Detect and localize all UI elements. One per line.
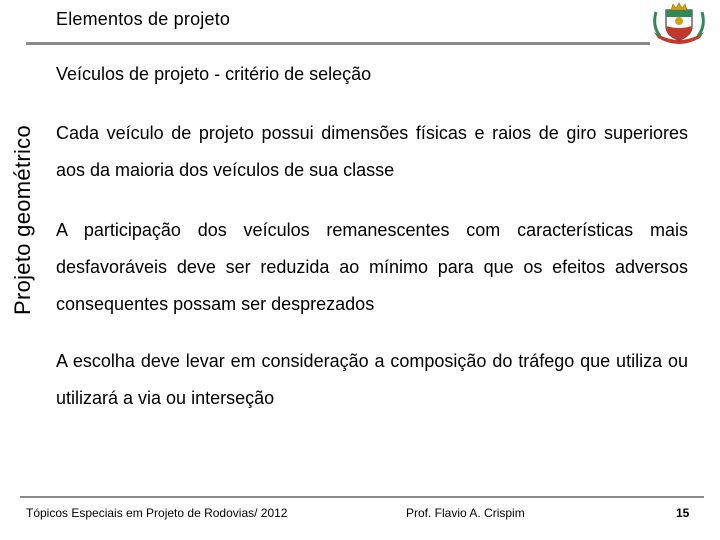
paragraph-1: Cada veículo de projeto possui dimensões físicas e raios de giro superiores aos da maioria dos veículos de sua classe: [56, 123, 688, 180]
paragraph-3: A escolha deve levar em consideração a composição do tráfego que utiliza ou utilizará a via ou interseção: [56, 351, 688, 408]
paragraph-2: A participação dos veículos remanescentes com características mais desfavoráveis deve ser reduzida ao mínimo para que os efeitos adversos consequentes possam ser desprezados: [56, 220, 688, 314]
header-title: Elementos de projeto: [56, 9, 231, 29]
university-crest-icon: [650, 2, 708, 46]
side-label: Projeto geométrico: [10, 124, 35, 316]
page-number: 15: [676, 506, 690, 520]
header-rule: [26, 42, 650, 45]
section-heading: Veículos de projeto - critério de seleção: [56, 64, 372, 84]
footer-author: Prof. Flavio A. Crispim: [406, 506, 525, 520]
footer-rule: [20, 496, 704, 498]
footer-course: Tópicos Especiais em Projeto de Rodovias/ 2012: [26, 506, 288, 520]
